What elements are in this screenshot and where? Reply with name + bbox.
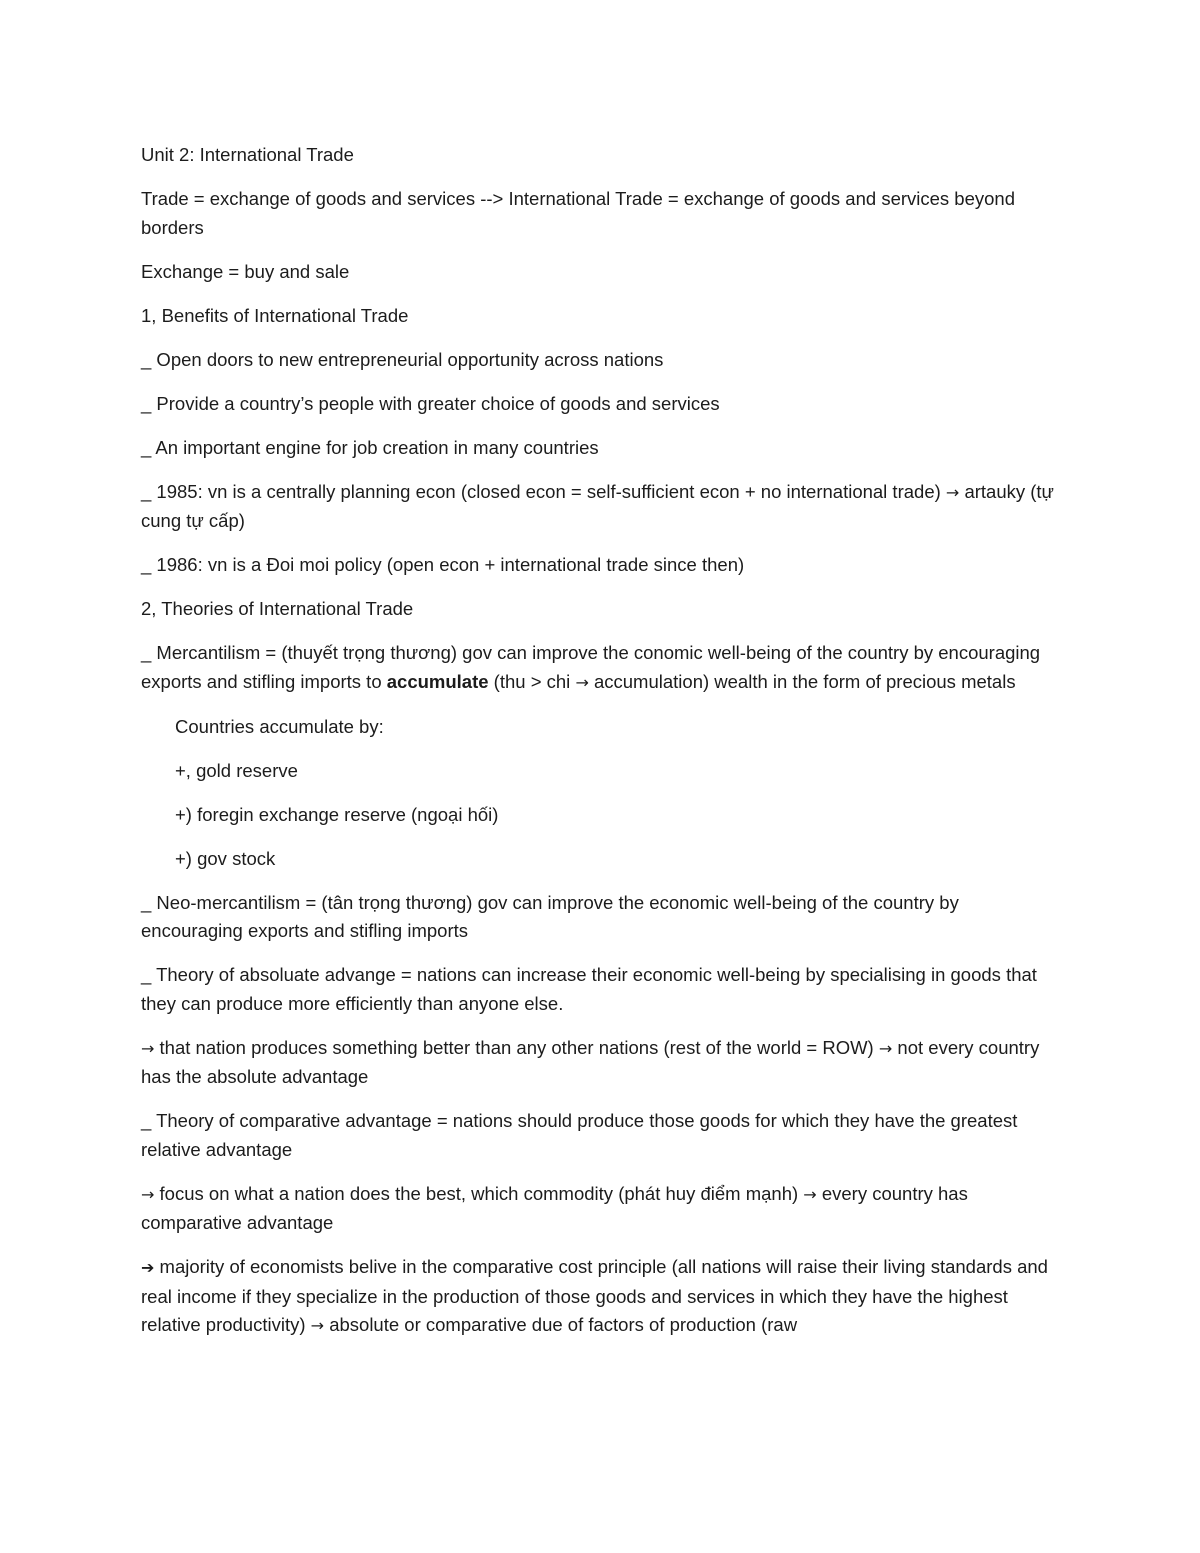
- mercantilism-paragraph: [141, 639, 1061, 697]
- absolute-advantage-note: [141, 1034, 1061, 1092]
- accumulate-heading: Countries accumulate by:: [175, 715, 384, 737]
- arrow-icon: →: [310, 1316, 325, 1335]
- neo-mercantilism-paragraph: _ Neo-mercantilism = (tân trọng thương) gov can improve the economic well-being of the country by encouraging exports and stifling imports: [141, 891, 959, 941]
- benefit-item: _ An important engine for job creation in many countries: [141, 436, 599, 458]
- absolute-advantage-paragraph: _ Theory of absoluate advange = nations can increase their economic well-being by specialising in goods that they can produce more efficiently than anyone else.: [141, 964, 1037, 1014]
- arrow-icon: →: [575, 672, 589, 692]
- comparative-advantage-note: [141, 1180, 1061, 1238]
- arrow-icon: →: [945, 482, 960, 502]
- benefit-item: _ Provide a country’s people with greater choice of goods and services: [141, 392, 720, 414]
- benefit-text: _ 1985: vn is a centrally planning econ (closed econ = self-sufficient econ + no international trade): [141, 480, 946, 502]
- arrow-icon: →: [803, 1184, 817, 1204]
- mercantilism-text: (thu > chi: [488, 670, 576, 692]
- theories-heading: 2, Theories of International Trade: [141, 598, 414, 619]
- majority-paragraph: [141, 1253, 1061, 1341]
- benefit-item: _ 1986: vn is a Đoi moi policy (open econ + international trade since then): [141, 554, 745, 575]
- comparative-advantage-paragraph: _ Theory of comparative advantage = nations should produce those goods for which they have the greatest relative advantage: [141, 1110, 1018, 1160]
- trade-definition: Trade = exchange of goods and services --> International Trade = exchange of goods and services beyond borders: [141, 188, 1015, 238]
- majority-text: majority of economists belive in the comparative cost principle (all nations will raise their living standards and real income if they specialize in the production of those goods and services in which they have the highest relative productivity): [141, 1256, 1048, 1335]
- bold-arrow-icon: ➔: [141, 1258, 155, 1277]
- arrow-icon: →: [141, 1038, 155, 1058]
- document-title: Unit 2: International Trade: [141, 144, 354, 165]
- majority-text: absolute or comparative due of factors of production (raw: [324, 1314, 798, 1335]
- document-page: [141, 141, 1061, 1356]
- accumulate-term: accumulate: [386, 670, 489, 692]
- arrow-icon: →: [141, 1184, 155, 1204]
- benefit-item: _ Open doors to new entrepreneurial opportunity across nations: [141, 348, 664, 370]
- benefit-item: [141, 478, 1061, 536]
- note-text: every country has comparative advantage: [141, 1182, 968, 1233]
- accumulate-item: +, gold reserve: [175, 759, 298, 781]
- mercantilism-text: accumulation) wealth in the form of precious metals: [588, 670, 1016, 692]
- note-text: focus on what a nation does the best, which commodity (phát huy điểm mạnh): [154, 1182, 804, 1204]
- note-text: not every country has the absolute advantage: [141, 1036, 1040, 1087]
- mercantilism-text: _ Mercantilism = (thuyết trọng thương) gov can improve the conomic well-being of the country by encouraging exports and stifling imports to: [141, 642, 1041, 692]
- benefit-text: artauky (tự cung tự cấp): [141, 480, 1054, 531]
- accumulate-item: +) foregin exchange reserve (ngoại hối): [175, 803, 499, 825]
- arrow-icon: →: [878, 1038, 893, 1058]
- note-text: that nation produces something better than any other nations (rest of the world = ROW): [154, 1036, 879, 1058]
- exchange-definition: Exchange = buy and sale: [141, 260, 350, 282]
- benefits-heading: 1, Benefits of International Trade: [141, 304, 409, 326]
- accumulate-item: +) gov stock: [175, 847, 276, 869]
